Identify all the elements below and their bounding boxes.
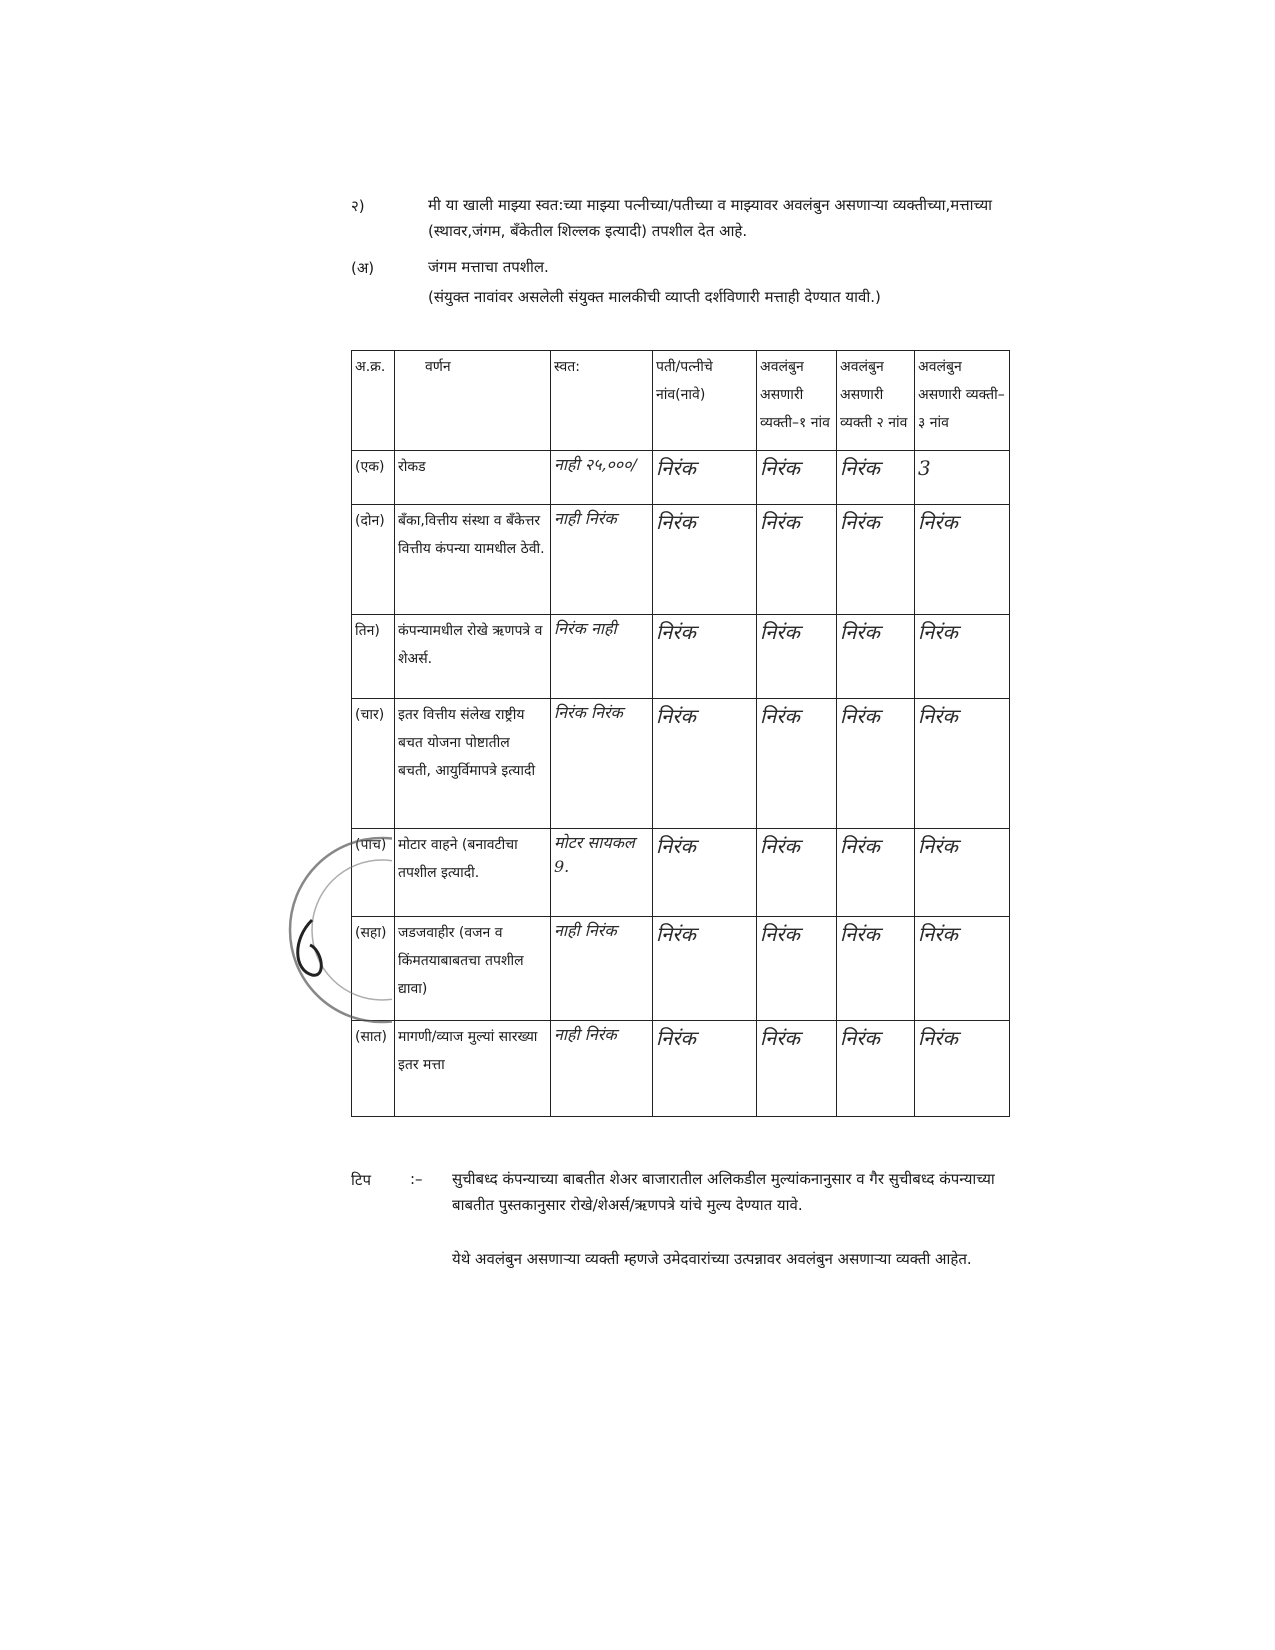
handwritten-entry: नाही निरंक bbox=[554, 921, 617, 940]
table-row bbox=[352, 1021, 1010, 1117]
handwritten-entry: नाही २५,०००/ bbox=[554, 455, 637, 474]
row-description: मोटार वाहने (बनावटीचा तपशील इत्यादी. bbox=[395, 829, 551, 917]
handwritten-entry: निरंक bbox=[840, 620, 880, 644]
table-row bbox=[352, 699, 1010, 829]
handwritten-entry: निरंक bbox=[760, 922, 800, 946]
table-row bbox=[352, 451, 1010, 505]
handwritten-entry: नाही निरंक bbox=[554, 1025, 617, 1044]
handwritten-entry: निरंक bbox=[760, 456, 800, 480]
table-row bbox=[352, 917, 1010, 1021]
row-dependent-1 bbox=[757, 451, 837, 505]
handwritten-entry: निरंक bbox=[918, 1026, 958, 1050]
row-self bbox=[551, 505, 653, 615]
row-description: मागणी/व्याज मुल्यां सारख्या इतर मत्ता bbox=[395, 1021, 551, 1117]
table-row bbox=[352, 505, 1010, 615]
header-serial: अ.क्र. bbox=[352, 351, 395, 451]
section-a-number: (अ) bbox=[351, 259, 375, 277]
row-self bbox=[551, 1021, 653, 1117]
table-row bbox=[352, 615, 1010, 699]
handwritten-entry: नाही निरंक bbox=[554, 509, 617, 528]
handwritten-entry: निरंक bbox=[840, 834, 880, 858]
row-self bbox=[551, 699, 653, 829]
row-dependent-2 bbox=[837, 615, 915, 699]
row-dependent-3 bbox=[915, 451, 1010, 505]
row-dependent-3 bbox=[915, 917, 1010, 1021]
row-serial: (दोन) bbox=[352, 505, 395, 615]
official-seal-stamp bbox=[272, 830, 392, 1030]
row-dependent-3 bbox=[915, 699, 1010, 829]
row-self bbox=[551, 917, 653, 1021]
row-description: रोकड bbox=[395, 451, 551, 505]
header-description: वर्णन bbox=[395, 351, 551, 451]
handwritten-entry: निरंक bbox=[656, 834, 696, 858]
row-serial: (पाच) bbox=[352, 829, 395, 917]
handwritten-entry: निरंक bbox=[840, 510, 880, 534]
row-description: जडजवाहीर (वजन व किंमतयाबाबतचा तपशील द्यावा) bbox=[395, 917, 551, 1021]
handwritten-entry: निरंक bbox=[840, 1026, 880, 1050]
row-dependent-3 bbox=[915, 1021, 1010, 1117]
row-dependent-1 bbox=[757, 917, 837, 1021]
row-spouse bbox=[653, 615, 757, 699]
movable-assets-table bbox=[351, 350, 1010, 1117]
handwritten-entry: निरंक bbox=[918, 922, 958, 946]
row-dependent-2 bbox=[837, 829, 915, 917]
row-serial: तिन) bbox=[352, 615, 395, 699]
header-spouse: पती/पत्नीचे नांव(नावे) bbox=[653, 351, 757, 451]
row-spouse bbox=[653, 451, 757, 505]
footnote-label: टिप bbox=[351, 1171, 371, 1189]
handwritten-entry: निरंक निरंक bbox=[554, 703, 623, 722]
handwritten-entry: निरंक नाही bbox=[554, 619, 617, 638]
row-dependent-1 bbox=[757, 829, 837, 917]
section-a-title: जंगम मत्ताचा तपशील. bbox=[428, 258, 549, 276]
row-dependent-3 bbox=[915, 615, 1010, 699]
row-serial: (एक) bbox=[352, 451, 395, 505]
handwritten-entry: निरंक bbox=[918, 834, 958, 858]
handwritten-entry: निरंक bbox=[918, 704, 958, 728]
header-dependent-1: अवलंबुन असणारी व्यक्ती–१ नांव bbox=[757, 351, 837, 451]
handwritten-entry: निरंक bbox=[760, 834, 800, 858]
row-serial: (सात) bbox=[352, 1021, 395, 1117]
table-header-row bbox=[352, 351, 1010, 451]
row-serial: (चार) bbox=[352, 699, 395, 829]
handwritten-entry: निरंक bbox=[760, 510, 800, 534]
row-spouse bbox=[653, 917, 757, 1021]
handwritten-entry: निरंक bbox=[760, 1026, 800, 1050]
handwritten-entry: निरंक bbox=[918, 510, 958, 534]
row-serial: (सहा) bbox=[352, 917, 395, 1021]
header-dependent-2: अवलंबुन असणारी व्यक्ती २ नांव bbox=[837, 351, 915, 451]
row-self bbox=[551, 829, 653, 917]
handwritten-entry: निरंक bbox=[656, 922, 696, 946]
row-dependent-2 bbox=[837, 505, 915, 615]
row-description: बॅंका,वित्तीय संस्था व बॅंकेत्तर वित्तीय कंपन्या यामधील ठेवी. bbox=[395, 505, 551, 615]
footnote-paragraph-2: येथे अवलंबुन असणाऱ्या व्यक्ती म्हणजे उमेदवारांच्या उत्पन्नावर अवलंबुन असणाऱ्या व्यक्ती आहेत. bbox=[452, 1250, 972, 1268]
footnote-paragraph-1: सुचीबध्द कंपन्याच्या बाबतीत शेअर बाजारातील अलिकडील मुल्यांकनानुसार व गैर सुचीबध्द कंपन्याच्या बाबतीत पुस्तकानुसार रोखे/शेअर्स/ऋणपत्रे यांचे मुल्य देण्यात यावे. bbox=[452, 1170, 995, 1214]
handwritten-entry: निरंक bbox=[656, 1026, 696, 1050]
row-dependent-2 bbox=[837, 451, 915, 505]
row-spouse bbox=[653, 1021, 757, 1117]
intro-number: २) bbox=[351, 197, 365, 215]
row-dependent-1 bbox=[757, 699, 837, 829]
handwritten-entry: निरंक bbox=[760, 704, 800, 728]
handwritten-entry: मोटर सायकल 9. bbox=[554, 833, 635, 876]
row-dependent-2 bbox=[837, 1021, 915, 1117]
row-dependent-3 bbox=[915, 505, 1010, 615]
handwritten-entry: निरंक bbox=[656, 620, 696, 644]
row-self bbox=[551, 451, 653, 505]
handwritten-entry: निरंक bbox=[760, 620, 800, 644]
row-description: इतर वित्तीय संलेख राष्ट्रीय बचत योजना पोष्टातील बचती, आयुर्विमापत्रे इत्यादी bbox=[395, 699, 551, 829]
handwritten-entry: 3 bbox=[918, 456, 931, 480]
intro-paragraph: मी या खाली माझ्या स्वत:च्या माझ्या पत्नीच्या/पतीच्या व माझ्यावर अवलंबुन असणाऱ्या व्यक्तीच्या,मत्ताच्या (स्थावर,जंगम, बॅंकेतील शिल्लक इत्यादी) तपशील देत आहे. bbox=[428, 196, 993, 240]
handwritten-entry: निरंक bbox=[656, 456, 696, 480]
header-dependent-3: अवलंबुन असणारी व्यक्ती–३ नांव bbox=[915, 351, 1010, 451]
handwritten-entry: निरंक bbox=[840, 922, 880, 946]
row-self bbox=[551, 615, 653, 699]
row-dependent-3 bbox=[915, 829, 1010, 917]
row-dependent-1 bbox=[757, 505, 837, 615]
footnote-dash: :– bbox=[410, 1170, 423, 1188]
row-spouse bbox=[653, 505, 757, 615]
row-description: कंपन्यामधील रोखे ऋणपत्रे व शेअर्स. bbox=[395, 615, 551, 699]
row-dependent-1 bbox=[757, 1021, 837, 1117]
row-dependent-1 bbox=[757, 615, 837, 699]
section-a-note: (संयुक्त नावांवर असलेली संयुक्त मालकीची व्याप्ती दर्शविणारी मत्ताही देण्यात यावी.) bbox=[428, 288, 881, 306]
table-row bbox=[352, 829, 1010, 917]
row-dependent-2 bbox=[837, 917, 915, 1021]
handwritten-entry: निरंक bbox=[656, 510, 696, 534]
row-dependent-2 bbox=[837, 699, 915, 829]
handwritten-entry: निरंक bbox=[840, 704, 880, 728]
handwritten-entry: निरंक bbox=[840, 456, 880, 480]
header-self: स्वत: bbox=[551, 351, 653, 451]
handwritten-entry: निरंक bbox=[656, 704, 696, 728]
handwritten-entry: निरंक bbox=[918, 620, 958, 644]
row-spouse bbox=[653, 699, 757, 829]
row-spouse bbox=[653, 829, 757, 917]
